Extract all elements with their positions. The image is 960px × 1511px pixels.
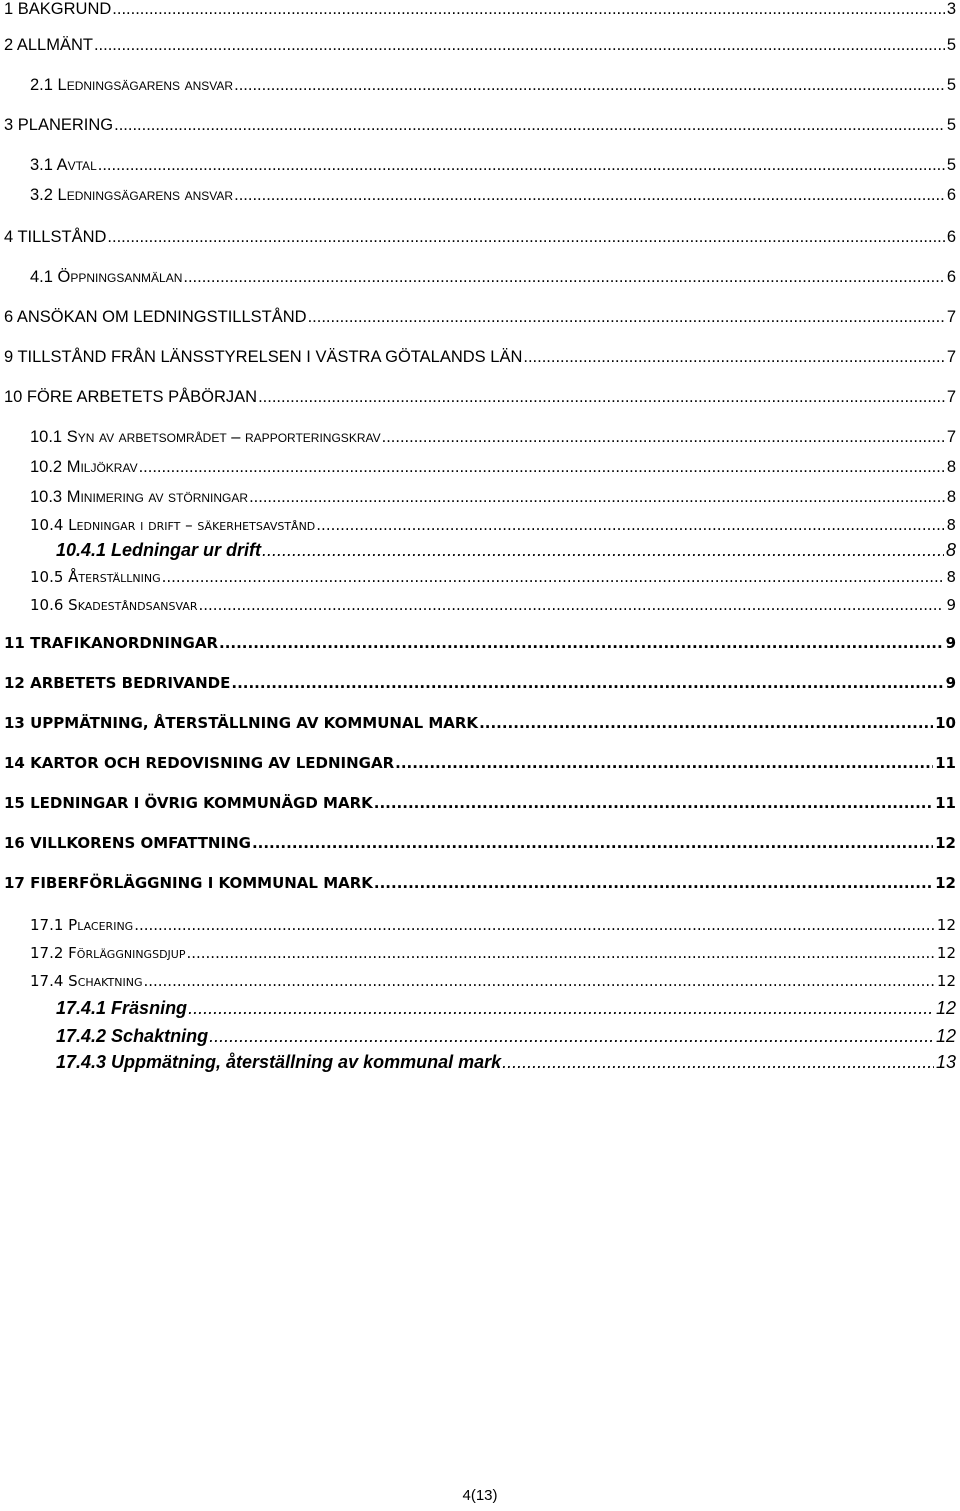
toc-dot-leader [219,634,944,652]
toc-dot-leader [134,916,935,934]
toc-dot-leader [188,998,934,1019]
toc-entry-page: 5 [946,116,956,134]
toc-entry-page: 8 [946,516,956,534]
toc-entry-page: 7 [946,348,956,366]
toc-dot-leader [231,674,943,692]
toc-entry-title: 17 FIBERFÖRLÄGGNING I KOMMUNAL MARK [4,874,373,892]
toc-entry-page: 6 [946,228,956,246]
toc-entry-title: 3.1 Avtal [30,156,97,174]
toc-dot-leader [94,36,945,55]
toc-entry[interactable] [30,488,956,507]
toc-dot-leader [502,1052,934,1073]
toc-entry[interactable] [56,1052,956,1073]
toc-dot-leader [249,488,945,507]
toc-entry[interactable] [4,36,956,55]
toc-dot-leader [139,458,945,477]
toc-dot-leader [252,834,933,852]
toc-dot-leader [262,540,944,561]
toc-entry-title: 15 LEDNINGAR I ÖVRIG KOMMUNÄGD MARK [4,794,373,812]
toc-entry[interactable] [30,944,956,962]
toc-entry-page: 7 [946,428,956,446]
toc-entry-title: 10.2 Miljökrav [30,458,138,476]
toc-entry[interactable] [30,156,956,175]
toc-dot-leader [199,596,945,614]
toc-entry-page: 5 [946,156,956,174]
toc-entry-page: 5 [946,36,956,54]
toc-entry-page: 13 [935,1052,956,1072]
toc-entry-page: 3 [946,0,956,18]
toc-dot-leader [107,228,944,247]
toc-dot-leader [234,76,945,95]
toc-entry[interactable] [4,834,956,852]
toc-entry-page: 10 [935,714,956,732]
toc-entry-title: 2 ALLMÄNT [4,36,93,54]
toc-entry-page: 6 [946,268,956,286]
toc-entry-title: 3.2 Ledningsägarens ansvar [30,186,234,204]
toc-entry-page: 11 [935,794,956,812]
toc-dot-leader [98,156,945,175]
toc-dot-leader [234,186,945,205]
toc-entry[interactable] [30,972,956,990]
toc-dot-leader [395,754,933,772]
toc-entry-title: 17.4 Schaktning [30,972,143,990]
toc-entry-title: 17.4.1 Fräsning [56,998,188,1018]
toc-entry-title: 13 UPPMÄTNING, ÅTERSTÄLLNING AV KOMMUNAL MARK [4,714,479,732]
toc-dot-leader [143,972,934,990]
toc-entry-page: 8 [946,568,956,586]
toc-entry-page: 12 [936,944,956,962]
toc-entry-page: 8 [946,488,956,506]
toc-entry-page: 5 [946,76,956,94]
toc-entry-title: 9 TILLSTÅND FRÅN LÄNSSTYRELSEN I VÄSTRA GÖTALANDS LÄN [4,348,523,366]
toc-entry-title: 10.3 Minimering av störningar [30,488,249,506]
toc-entry-title: 2.1 Ledningsägarens ansvar [30,76,234,94]
toc-dot-leader [258,388,945,407]
toc-entry-title: 3 PLANERING [4,116,114,134]
toc-entry-title: 16 VILLKORENS OMFATTNING [4,834,251,852]
toc-entry[interactable] [56,1026,956,1047]
toc-dot-leader [183,268,944,287]
toc-entry[interactable] [30,568,956,586]
toc-entry[interactable] [30,916,956,934]
toc-entry-title: 10.1 Syn av arbetsområdet – rapporteringskrav [30,428,381,446]
toc-entry-page: 9 [945,634,956,652]
toc-entry-page: 12 [935,998,956,1018]
toc-entry[interactable] [4,308,956,327]
toc-entry-title: 10.4.1 Ledningar ur drift [56,540,262,560]
toc-entry-title: 11 TRAFIKANORDNINGAR [4,634,219,652]
toc-entry-page: 12 [936,972,956,990]
toc-entry-title: 10.6 Skadeståndsansvar [30,596,198,614]
toc-entry-page: 7 [946,388,956,406]
toc-entry-page: 6 [946,186,956,204]
toc-entry-page: 12 [935,834,956,852]
toc-entry-title: 1 BAKGRUND [4,0,112,18]
toc-dot-leader [186,944,934,962]
toc-entry[interactable] [30,186,956,205]
toc-dot-leader [316,516,944,534]
toc-entry-title: 4 TILLSTÅND [4,228,107,246]
toc-entry-title: 6 ANSÖKAN OM LEDNINGSTILLSTÅND [4,308,307,326]
toc-entry-title: 12 ARBETETS BEDRIVANDE [4,674,231,692]
toc-dot-leader [209,1026,934,1047]
toc-entry-page: 8 [945,540,956,560]
toc-entry-page: 12 [935,874,956,892]
toc-entry-title: 10 FÖRE ARBETETS PÅBÖRJAN [4,388,258,406]
toc-entry-title: 17.4.3 Uppmätning, återställning av kommunal mark [56,1052,502,1072]
toc-entry[interactable] [4,0,956,19]
toc-entry-title: 17.1 Placering [30,916,134,934]
toc-entry-title: 17.2 Förläggningsdjup [30,944,186,962]
toc-entry[interactable] [4,348,956,367]
toc-entry[interactable] [4,674,956,692]
toc-dot-leader [112,0,945,19]
toc-entry[interactable] [56,540,956,561]
toc-dot-leader [308,308,945,327]
toc-dot-leader [162,568,945,586]
toc-entry-page: 7 [946,308,956,326]
toc-entry-title: 14 KARTOR OCH REDOVISNING AV LEDNINGAR [4,754,395,772]
toc-entry[interactable] [4,116,956,135]
toc-dot-leader [479,714,933,732]
toc-entry-page: 8 [946,458,956,476]
toc-dot-leader [374,874,933,892]
toc-entry-page: 12 [935,1026,956,1046]
toc-entry[interactable] [30,596,956,614]
toc-entry-page: 12 [936,916,956,934]
toc-entry-page: 11 [935,754,956,772]
toc-entry-page: 9 [946,596,956,614]
toc-entry[interactable] [4,228,956,247]
toc-entry-title: 10.5 Återställning [30,568,161,586]
toc-entry[interactable] [56,998,956,1019]
toc-entry[interactable] [30,516,956,534]
toc-entry-page: 9 [945,674,956,692]
toc-entry[interactable] [4,634,956,652]
toc-entry[interactable] [30,428,956,447]
toc-dot-leader [114,116,945,135]
toc-dot-leader [382,428,945,447]
toc-dot-leader [374,794,933,812]
toc-entry[interactable] [4,714,956,732]
toc-entry[interactable] [4,388,956,407]
toc-entry-title: 10.4 Ledningar i drift – säkerhetsavstånd [30,516,316,534]
toc-entry[interactable] [4,754,956,772]
toc-entry[interactable] [30,268,956,287]
toc-entry[interactable] [4,794,956,812]
toc-dot-leader [523,348,944,367]
toc-entry-title: 4.1 Öppningsanmälan [30,268,183,286]
toc-entry-title: 17.4.2 Schaktning [56,1026,209,1046]
toc-entry[interactable] [30,458,956,477]
page-number-footer: 4(13) [462,1487,498,1504]
toc-entry[interactable] [30,76,956,95]
toc-entry[interactable] [4,874,956,892]
